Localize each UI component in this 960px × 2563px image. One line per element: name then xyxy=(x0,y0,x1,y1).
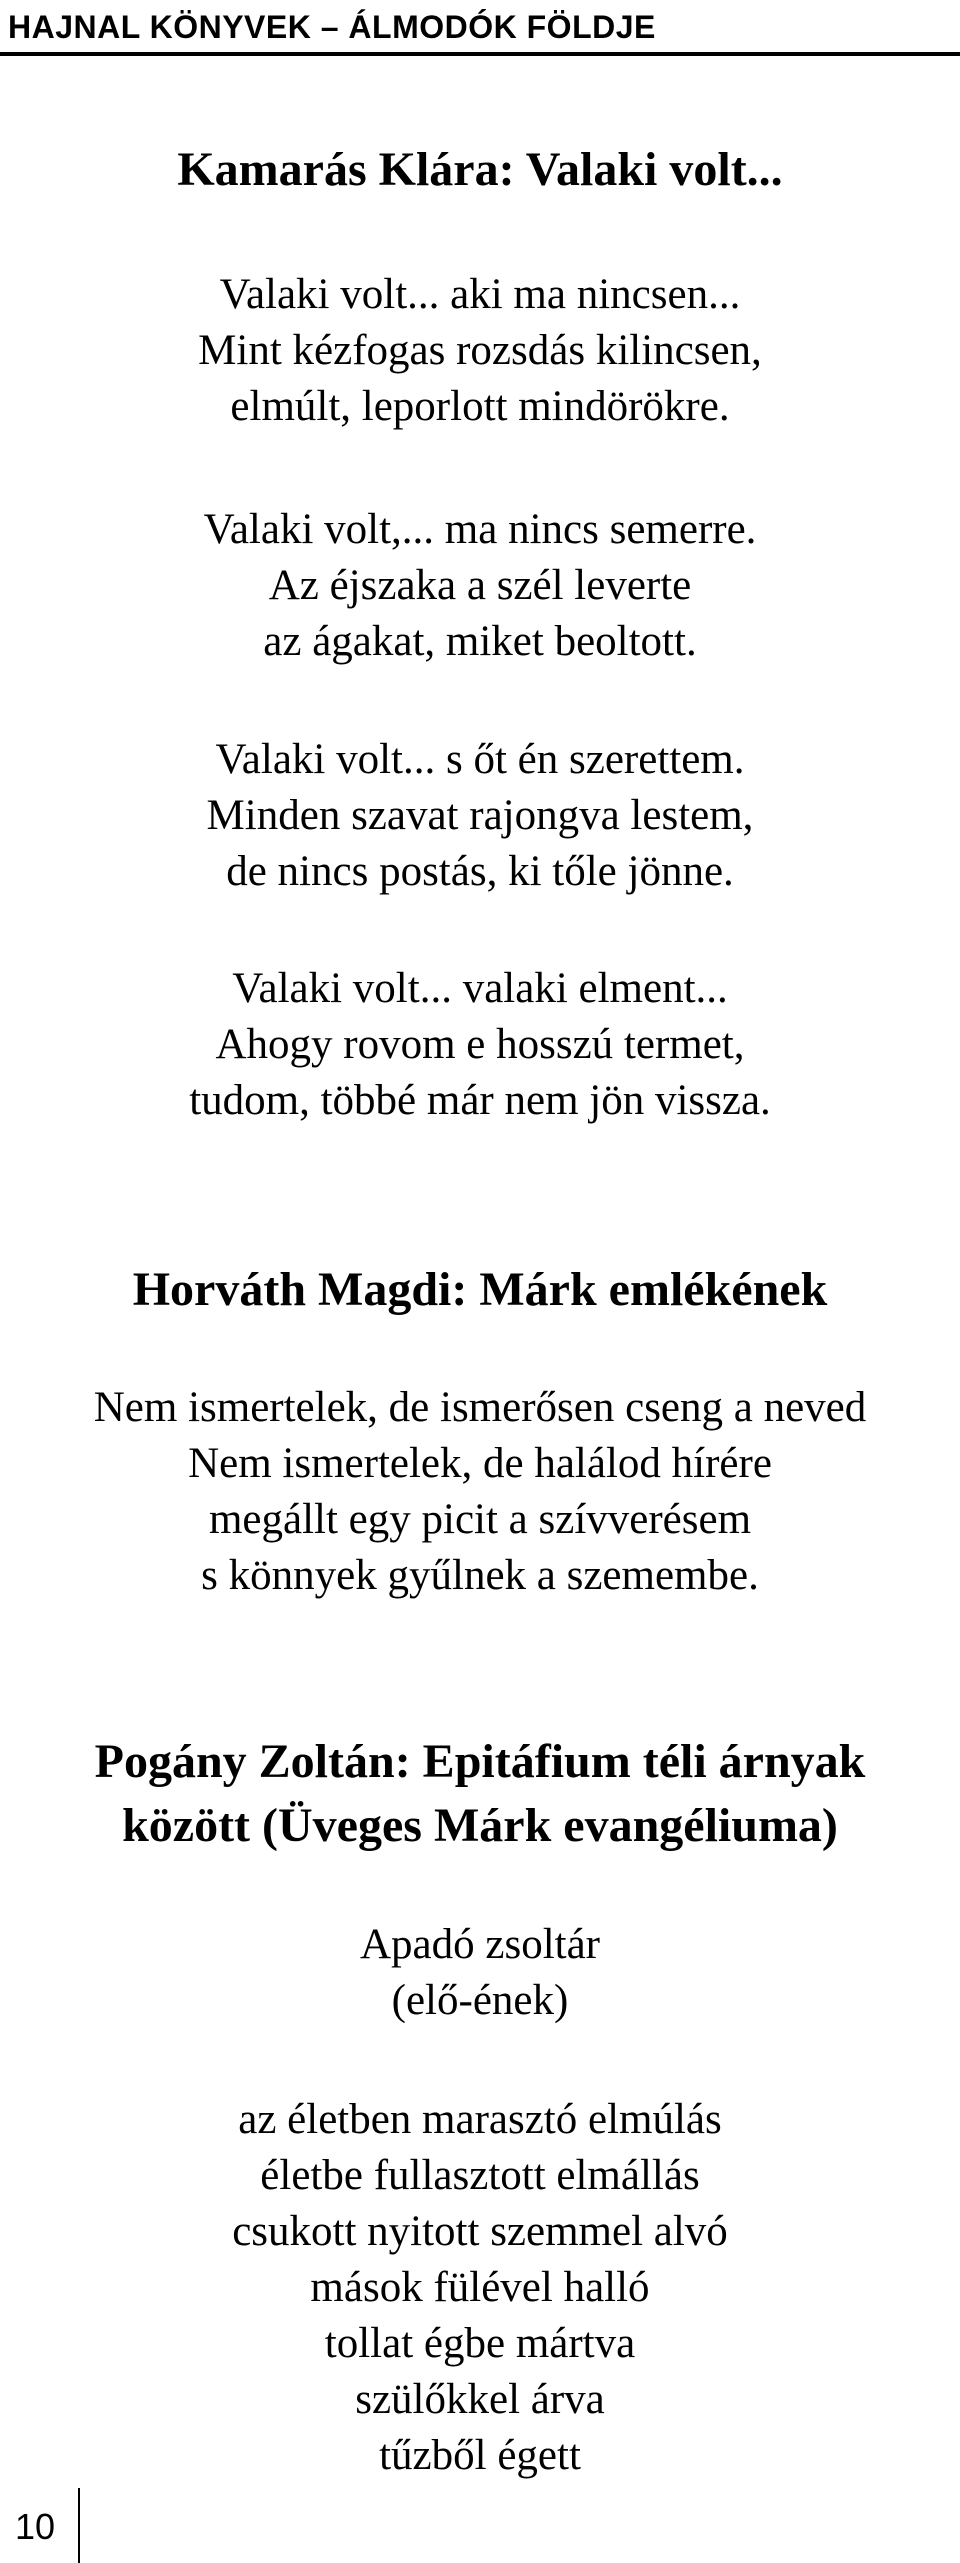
poem-line: Valaki volt,... ma nincs semerre. xyxy=(203,506,757,553)
poem-title xyxy=(0,138,960,202)
poem-title xyxy=(0,1730,960,1858)
poem-line: megállt egy picit a szívverésem xyxy=(208,1496,752,1543)
poem-line: de nincs postás, ki tőle jönne. xyxy=(226,848,734,895)
poem-title-line: között (Üveges Márk evangéliuma) xyxy=(122,1799,838,1852)
stanza xyxy=(0,267,960,435)
stanza xyxy=(0,961,960,1129)
poem-line: elmúlt, leporlott mindörökre. xyxy=(230,383,730,430)
poem-title-line: Pogány Zoltán: Epitáfium téli árnyak xyxy=(94,1735,866,1788)
poem-line: Nem ismertelek, de halálod hírére xyxy=(188,1440,772,1487)
poem-line: Valaki volt... s őt én szerettem. xyxy=(215,736,745,783)
poem-line: Valaki volt... valaki elment... xyxy=(232,965,728,1012)
page-number: 10 xyxy=(15,2506,56,2547)
page-number-rule xyxy=(78,2488,80,2563)
poem-line: Valaki volt... aki ma nincsen... xyxy=(219,271,741,318)
stanza xyxy=(0,732,960,900)
stanza xyxy=(0,2092,960,2484)
poem-line: Az éjszaka a szél leverte xyxy=(268,562,692,609)
stanza xyxy=(0,1380,960,1604)
poem-line: Minden szavat rajongva lestem, xyxy=(206,792,754,839)
stanza xyxy=(0,502,960,670)
poem-line: az ágakat, miket beoltott. xyxy=(263,618,697,665)
poem-line: Mint kézfogas rozsdás kilincsen, xyxy=(198,327,762,374)
poem-title-text: Horváth Magdi: Márk emlékének xyxy=(132,1263,828,1316)
poem-line: tűzből égett xyxy=(379,2432,581,2479)
poem-line: Nem ismertelek, de ismerősen cseng a neved xyxy=(93,1384,867,1431)
subtitle-line: Apadó zsoltár xyxy=(359,1921,600,1968)
poem-line: az életben marasztó elmúlás xyxy=(238,2096,722,2143)
poem-title-text: Kamarás Klára: Valaki volt... xyxy=(177,143,783,196)
header-rule xyxy=(0,52,960,56)
poem-line: Ahogy rovom e hosszú termet, xyxy=(215,1021,745,1068)
poem-line: tudom, többé már nem jön vissza. xyxy=(189,1077,771,1124)
poem-subtitle xyxy=(0,1917,960,2029)
poem-line: szülőkkel árva xyxy=(355,2376,605,2423)
poem-line: s könnyek gyűlnek a szemembe. xyxy=(201,1552,759,1599)
poem-line: életbe fullasztott elmállás xyxy=(260,2152,700,2199)
poem-line: csukott nyitott szemmel alvó xyxy=(232,2208,728,2255)
poem-line: tollat égbe mártva xyxy=(324,2320,636,2367)
subtitle-line: (elő-ének) xyxy=(391,1977,569,2024)
running-header: HAJNAL KÖNYVEK – ÁLMODÓK FÖLDJE xyxy=(8,9,656,45)
poem-title xyxy=(0,1258,960,1322)
poem-line: mások fülével halló xyxy=(310,2264,650,2311)
